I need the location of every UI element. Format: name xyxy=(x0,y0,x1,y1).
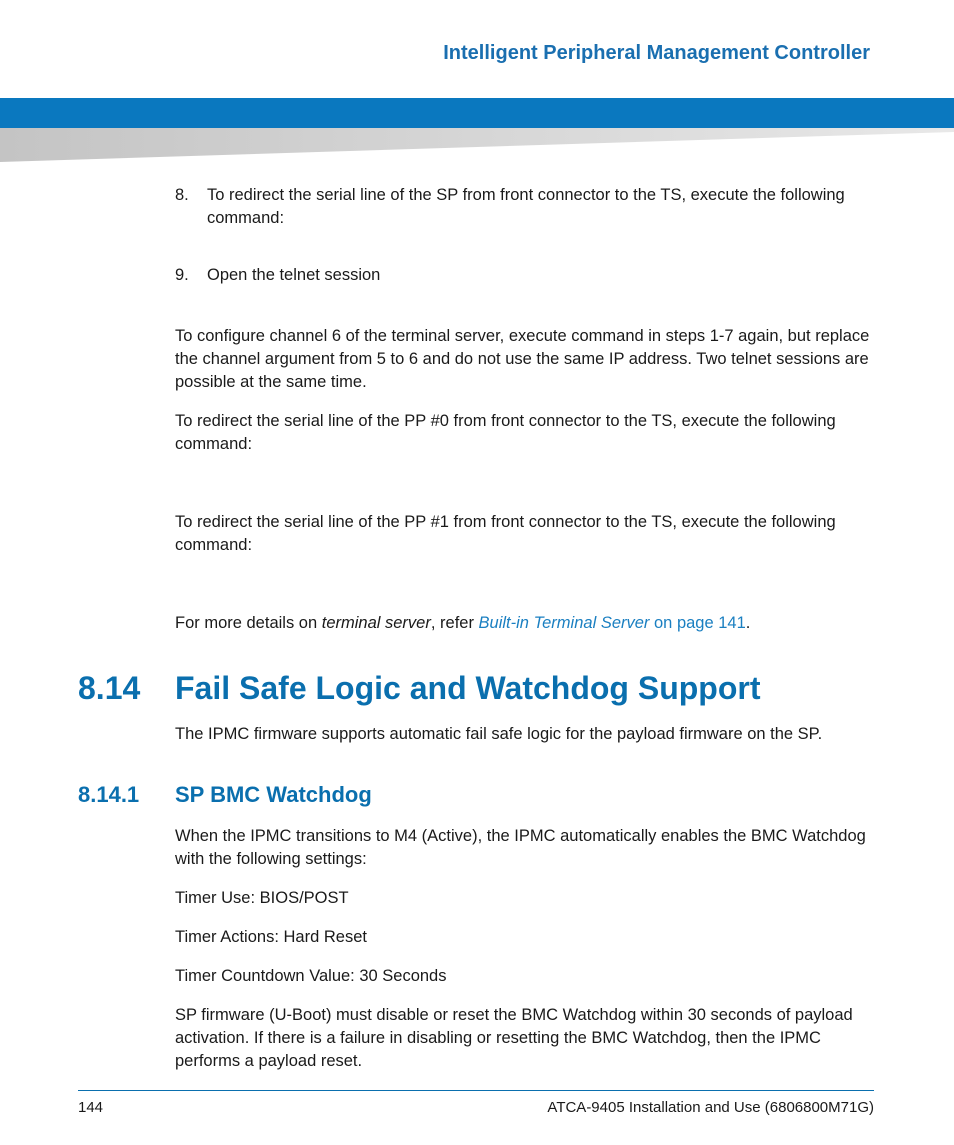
step-number: 8. xyxy=(175,186,189,204)
timer-actions: Timer Actions: Hard Reset xyxy=(175,928,367,946)
step-text: Open the telnet session xyxy=(207,266,381,284)
document-title: ATCA-9405 Installation and Use (6806800M71G) xyxy=(547,1099,874,1116)
page-reference-link[interactable]: on page 141 xyxy=(649,614,746,632)
text: , refer xyxy=(430,614,479,632)
section-title: Fail Safe Logic and Watchdog Support xyxy=(175,670,761,706)
timer-countdown: Timer Countdown Value: 30 Seconds xyxy=(175,967,447,985)
header-gray-wedge xyxy=(0,128,954,162)
footer-rule xyxy=(78,1090,874,1091)
header-blue-band xyxy=(0,98,954,128)
cross-reference-link[interactable]: Built-in Terminal Server xyxy=(478,614,650,632)
section-number: 8.14 xyxy=(78,670,141,706)
step-text: To redirect the serial line of the SP from front connector to the TS, execute the following command: xyxy=(207,186,845,227)
paragraph-more-details xyxy=(175,612,875,635)
paragraph-pp1: To redirect the serial line of the PP #1 from front connector to the TS, execute the following command: xyxy=(175,513,836,554)
text: . xyxy=(745,614,751,632)
step-9 xyxy=(175,264,875,287)
step-8 xyxy=(175,184,875,230)
subsection-number: 8.14.1 xyxy=(78,782,140,807)
watchdog-closing: SP firmware (U-Boot) must disable or reset the BMC Watchdog within 30 seconds of payload activation. If there is a failure in disabling or resetting the BMC Watchdog, then the IPMC performs a payload reset. xyxy=(175,1006,853,1070)
header-title: Intelligent Peripheral Management Controller xyxy=(439,40,874,67)
paragraph-pp0: To redirect the serial line of the PP #0 from front connector to the TS, execute the following command: xyxy=(175,412,836,453)
subsection-title: SP BMC Watchdog xyxy=(175,782,372,807)
subsection-heading xyxy=(78,782,372,808)
italic-term: terminal server xyxy=(321,614,431,632)
section-intro: The IPMC firmware supports automatic fail safe logic for the payload firmware on the SP. xyxy=(175,725,823,743)
page-number: 144 xyxy=(78,1099,104,1116)
subsection-intro: When the IPMC transitions to M4 (Active), the IPMC automatically enables the BMC Watchdog with the following settings: xyxy=(175,827,866,868)
step-number: 9. xyxy=(175,266,189,284)
text: For more details on xyxy=(175,614,322,632)
paragraph-channel6: To configure channel 6 of the terminal server, execute command in steps 1-7 again, but replace the channel argument from 5 to 6 and do not use the same IP address. Two telnet sessions are possible at the same time. xyxy=(175,327,870,391)
timer-use: Timer Use: BIOS/POST xyxy=(175,889,349,907)
section-heading xyxy=(78,670,760,707)
